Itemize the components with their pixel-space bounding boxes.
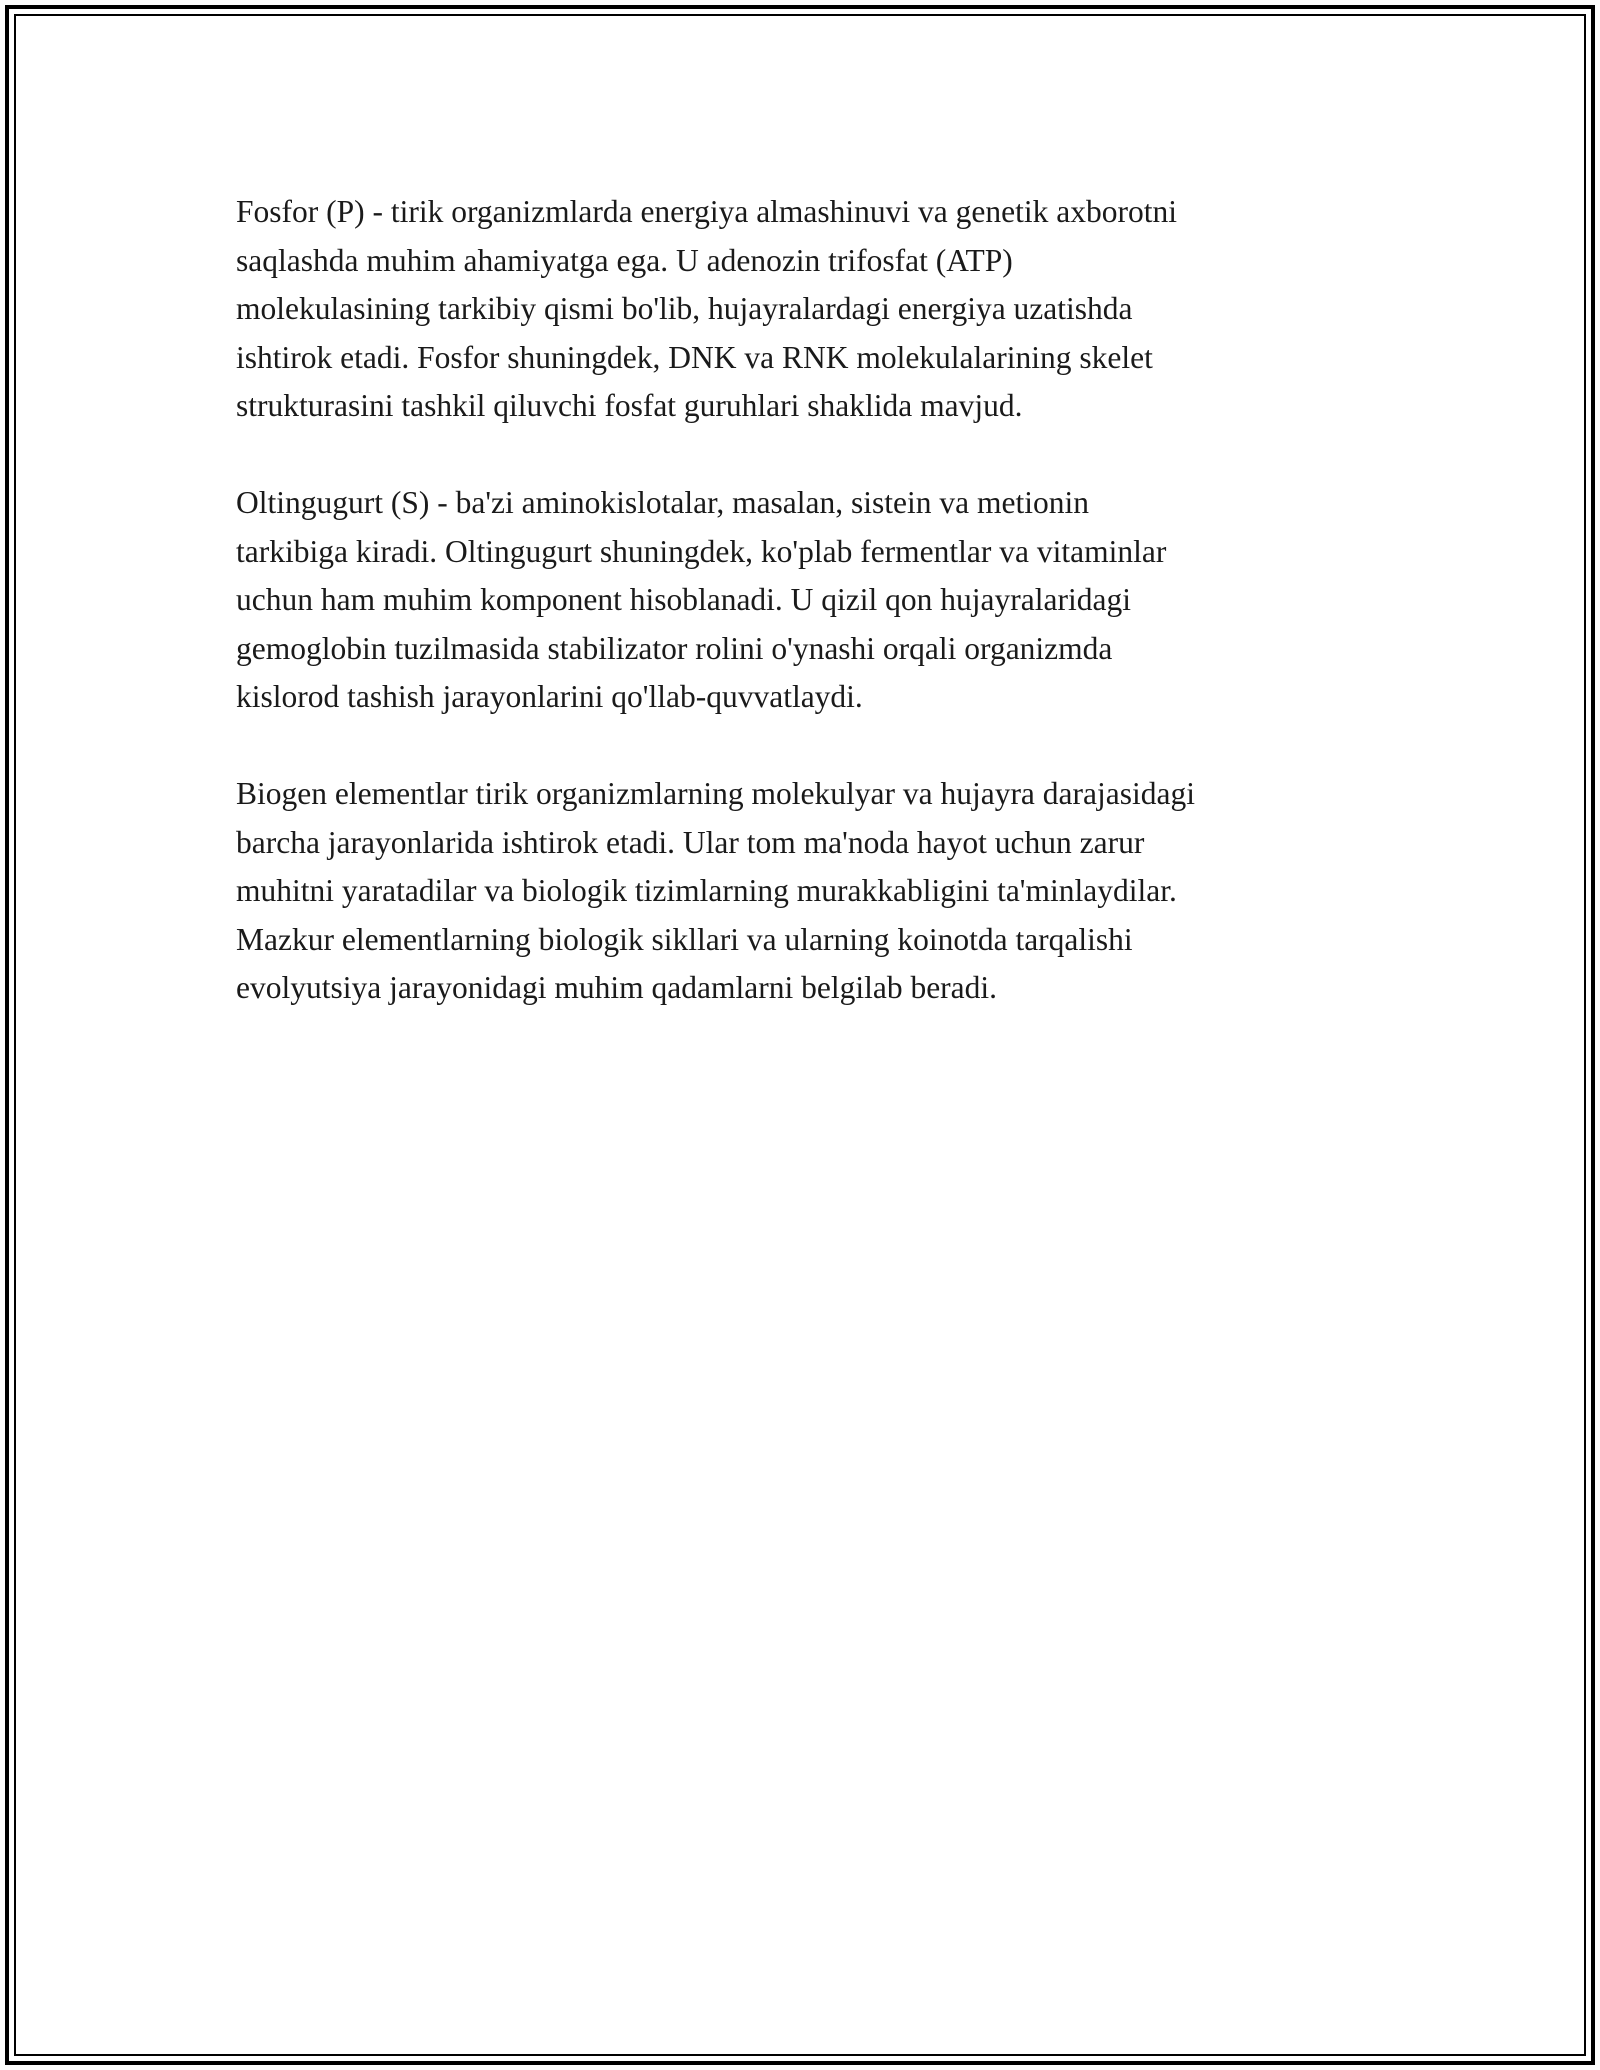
- text-line: strukturasini tashkil qiluvchi fosfat guruhlari shaklida mavjud.: [236, 388, 1023, 423]
- text-line: barcha jarayonlarida ishtirok etadi. Ular tom ma'noda hayot uchun zarur: [236, 824, 1145, 860]
- paragraph-biogenic-elements: [236, 770, 1366, 1013]
- text-line: tarkibiga kiradi. Oltingugurt shuningdek, ko'plab fermentlar va vitaminlar: [236, 533, 1167, 569]
- text-line: Oltingugurt (S) - ba'zi aminokislotalar, masalan, sistein va metionin: [236, 485, 1089, 520]
- paragraph-phosphorus: [236, 188, 1366, 431]
- text-line: kislorod tashish jarayonlarini qo'llab-quvvatlaydi.: [236, 679, 863, 714]
- text-line: ishtirok etadi. Fosfor shuningdek, DNK va RNK molekulalarining skelet: [236, 339, 1153, 375]
- text-line: evolyutsiya jarayonidagi muhim qadamlarni belgilab beradi.: [236, 970, 998, 1005]
- text-line: uchun ham muhim komponent hisoblanadi. U qizil qon hujayralaridagi: [236, 582, 1131, 617]
- text-line: Mazkur elementlarning biologik sikllari va ularning koinotda tarqalishi: [236, 921, 1133, 957]
- text-line: Fosfor (P) - tirik organizmlarda energiya almashinuvi va genetik axborotni: [236, 194, 1177, 229]
- text-line: saqlashda muhim ahamiyatga ega. U adenozin trifosfat (ATP): [236, 242, 1013, 278]
- text-line: gemoglobin tuzilmasida stabilizator rolini o'ynashi orqali organizmda: [236, 630, 1113, 666]
- text-line: Biogen elementlar tirik organizmlarning molekulyar va hujayra darajasidagi: [236, 776, 1195, 811]
- text-line: molekulasining tarkibiy qismi bo'lib, hujayralardagi energiya uzatishda: [236, 291, 1133, 326]
- document-body: [236, 188, 1366, 1061]
- text-line: muhitni yaratadilar va biologik tizimlarning murakkabligini ta'minlaydilar.: [236, 873, 1177, 908]
- paragraph-sulfur: [236, 479, 1366, 722]
